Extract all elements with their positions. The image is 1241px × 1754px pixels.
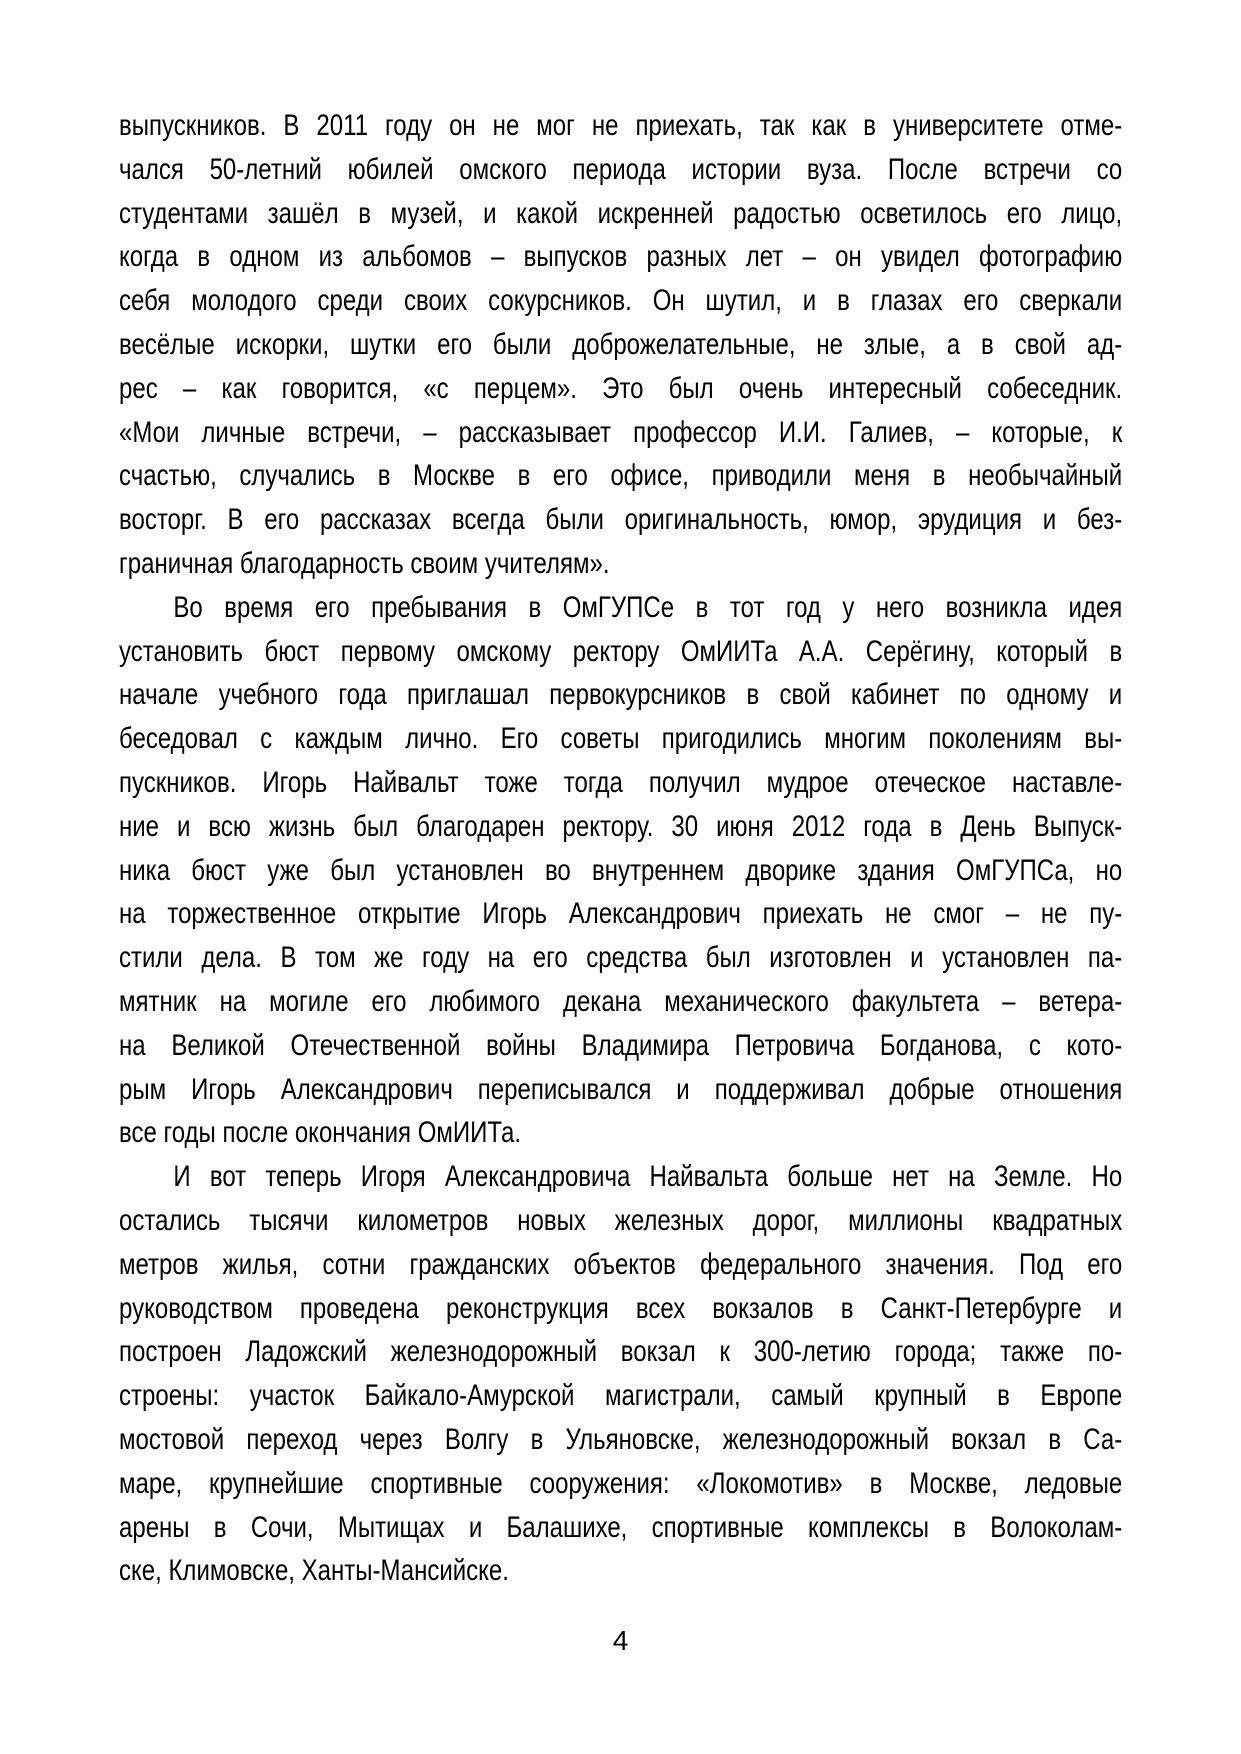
text-line: «Мои личные встречи, – рассказывает профессор И.И. Галиев, – которые, к [119,415,1123,449]
text-line: начале учебного года приглашал первокурсников в свой кабинет по одному и [119,678,1123,712]
text-line: счастью, случались в Москве в его офисе, приводили меня в необычайный [119,459,1123,493]
text-line: ние и всю жизнь был благодарен ректору. 30 июня 2012 года в День Выпуск- [119,809,1123,843]
page-body [119,104,1122,1593]
text-line: мостовой переход через Волгу в Ульяновске, железнодорожный вокзал в Са- [119,1422,1123,1456]
text-line: руководством проведена реконструкция всех вокзалов в Санкт-Петербурге и [119,1291,1123,1325]
text-line: себя молодого среди своих сокурсников. Он шутил, и в глазах его сверкали [119,284,1123,318]
text-line: на Великой Отечественной войны Владимира Петровича Богданова, с кото- [119,1028,1123,1062]
text-line: на торжественное открытие Игорь Александрович приехать не смог – не пу- [119,897,1123,931]
text-line: восторг. В его рассказах всегда были оригинальность, юмор, эрудиция и без- [119,503,1123,537]
text-line: построен Ладожский железнодорожный вокзал к 300-летию города; также по- [119,1335,1123,1369]
text-line: И вот теперь Игоря Александровича Найвальта больше нет на Земле. Но [173,1160,1123,1194]
text-line: метров жилья, сотни гражданских объектов федерального значения. Под его [119,1247,1123,1281]
text-line: граничная благодарность своим учителям». [119,546,610,580]
text-line: весёлые искорки, шутки его были доброжелательные, не злые, а в свой ад- [119,327,1123,361]
text-line: рым Игорь Александрович переписывался и поддерживал добрые отношения [119,1072,1123,1106]
text-line: остались тысячи километров новых железных дорог, миллионы квадратных [119,1203,1123,1237]
text-line: ника бюст уже был установлен во внутреннем дворике здания ОмГУПСа, но [119,853,1123,887]
text-line: установить бюст первому омскому ректору ОмИИТа А.А. Серёгину, который в [119,634,1123,668]
text-line: выпускников. В 2011 году он не мог не приехать, так как в университете отме- [119,109,1123,142]
text-line: пускников. Игорь Найвальт тоже тогда получил мудрое отеческое наставле- [119,765,1123,799]
text-line: когда в одном из альбомов – выпусков разных лет – он увидел фотографию [119,240,1123,274]
text-line: маре, крупнейшие спортивные сооружения: «Локомотив» в Москве, ледовые [119,1466,1123,1500]
text-line: беседовал с каждым лично. Его советы пригодились многим поколениям вы- [119,722,1123,756]
text-line: арены в Сочи, Мытищах и Балашихе, спортивные комплексы в Волоколам- [119,1510,1123,1544]
page-number: 4 [612,1625,629,1656]
text-line: ске, Климовске, Ханты-Мансийске. [119,1554,509,1588]
text-line: стили дела. В том же году на его средства был изготовлен и установлен па- [119,941,1123,975]
text-line: все годы после окончания ОмИИТа. [119,1116,521,1150]
text-line: строены: участок Байкало-Амурской магистрали, самый крупный в Европе [119,1379,1123,1413]
text-line: рес – как говорится, «с перцем». Это был очень интересный собеседник. [119,371,1123,405]
text-line: студентами зашёл в музей, и какой искренней радостью осветилось его лицо, [119,196,1123,230]
text-line: Во время его пребывания в ОмГУПСе в тот год у него возникла идея [173,590,1123,624]
text-line: чался 50-летний юбилей омского периода истории вуза. После встречи со [119,152,1123,186]
text-line: мятник на могиле его любимого декана механического факультета – ветера- [119,984,1123,1018]
